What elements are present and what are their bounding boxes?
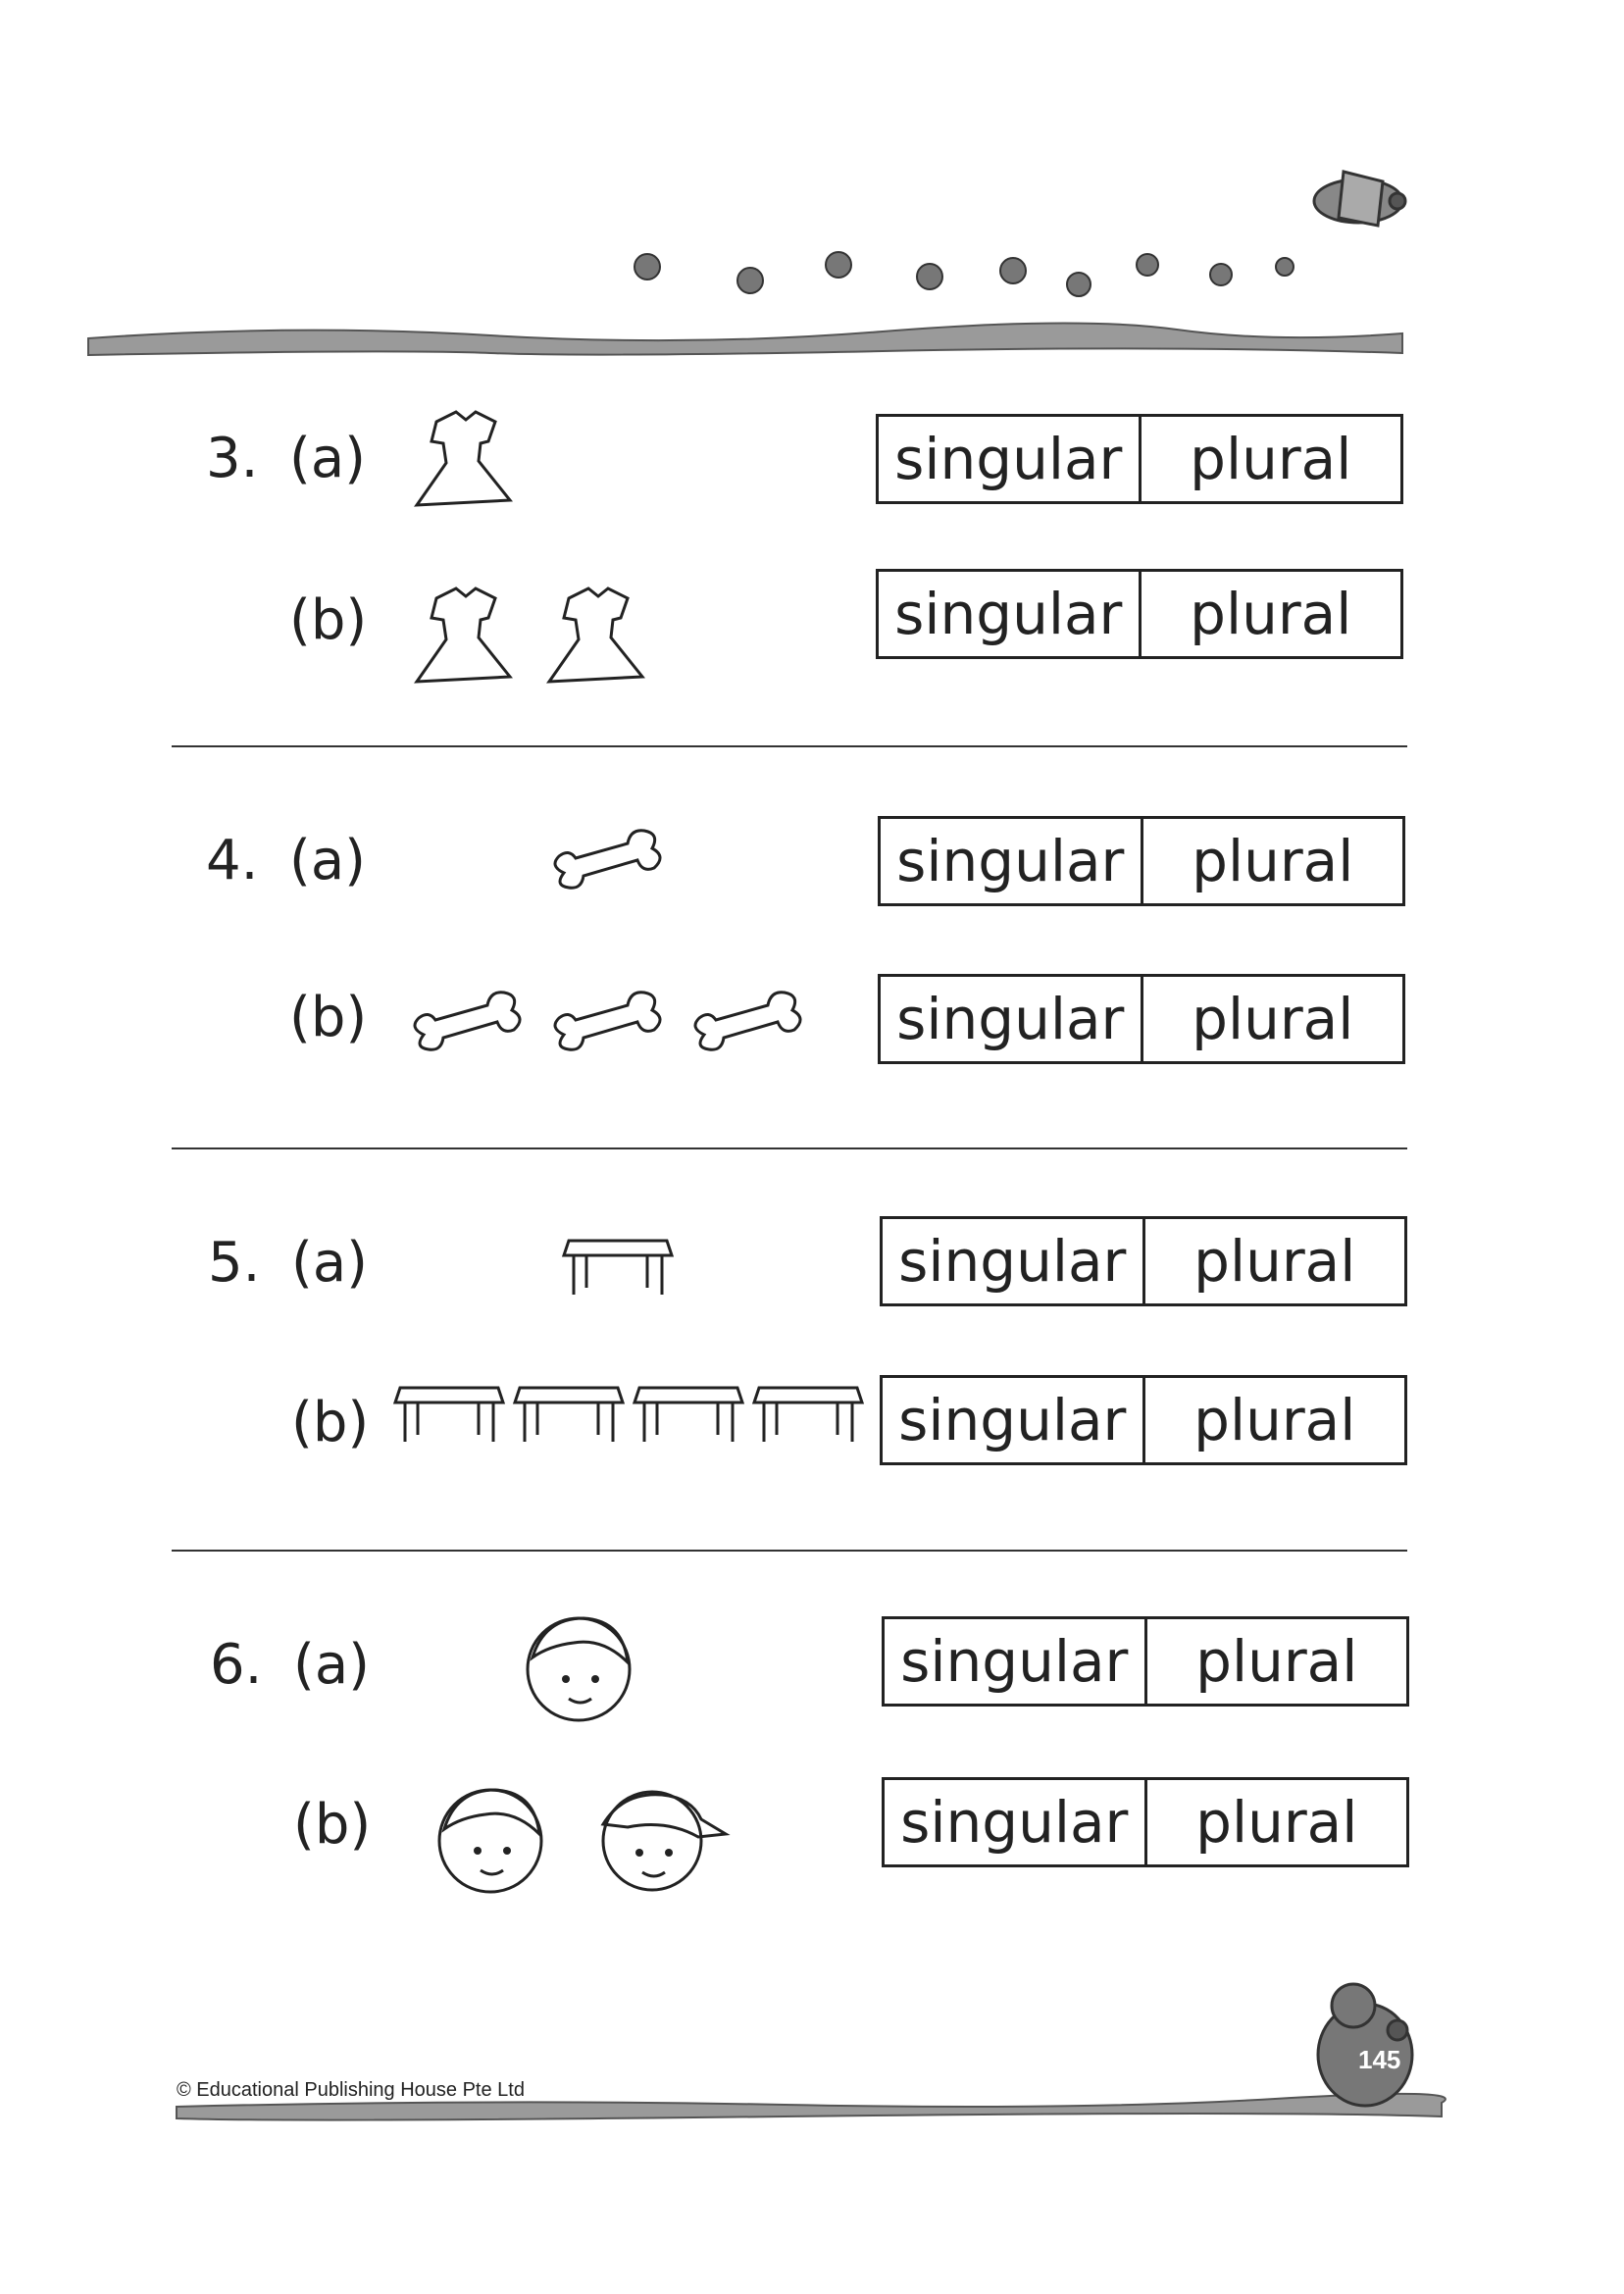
answer-choice[interactable]	[878, 816, 1405, 906]
divider-2	[172, 1147, 1407, 1149]
table-icon	[390, 1378, 508, 1456]
dress-icon	[534, 579, 652, 696]
option-plural[interactable]: plural	[1190, 426, 1352, 492]
part-label: (b)	[291, 1391, 370, 1454]
part-label: (a)	[293, 1633, 371, 1697]
option-plural[interactable]: plural	[1192, 986, 1354, 1052]
option-singular[interactable]: singular	[879, 572, 1142, 656]
page-number: 145	[1358, 2045, 1401, 2074]
bone-icon	[544, 819, 672, 897]
answer-choice[interactable]	[876, 569, 1403, 659]
part-label: (b)	[289, 588, 368, 652]
part-label: (b)	[293, 1793, 372, 1857]
answer-choice[interactable]	[880, 1216, 1407, 1306]
answer-choice[interactable]	[882, 1777, 1409, 1867]
option-singular[interactable]: singular	[883, 1378, 1145, 1462]
option-singular[interactable]: singular	[881, 977, 1143, 1061]
copyright-notice: © Educational Publishing House Pte Ltd	[177, 2079, 525, 2101]
answer-choice[interactable]	[882, 1616, 1409, 1707]
option-plural[interactable]: plural	[1195, 1789, 1358, 1856]
airplane-icon	[1314, 172, 1405, 226]
bone-icon	[685, 981, 812, 1059]
part-label: (a)	[291, 1231, 369, 1295]
option-singular[interactable]: singular	[879, 417, 1142, 501]
option-plural[interactable]: plural	[1190, 581, 1352, 647]
question-number: 3.	[206, 427, 259, 490]
flower-trail-icon	[634, 252, 1294, 296]
part-label: (b)	[289, 986, 368, 1049]
option-plural[interactable]: plural	[1192, 828, 1354, 894]
question-number: 6.	[210, 1633, 263, 1697]
question-number: 4.	[206, 829, 259, 892]
part-label: (a)	[289, 427, 367, 490]
option-singular[interactable]: singular	[881, 819, 1143, 903]
boy-face-icon	[515, 1608, 642, 1726]
answer-choice[interactable]	[878, 974, 1405, 1064]
bone-icon	[404, 981, 532, 1059]
answer-choice[interactable]	[876, 414, 1403, 504]
table-icon	[510, 1378, 628, 1456]
table-icon	[559, 1231, 677, 1309]
option-plural[interactable]: plural	[1195, 1628, 1358, 1695]
part-label: (a)	[289, 829, 367, 892]
dress-icon	[402, 402, 520, 520]
option-singular[interactable]: singular	[883, 1219, 1145, 1303]
option-plural[interactable]: plural	[1193, 1228, 1356, 1295]
divider-3	[172, 1550, 1407, 1552]
boy-face-icon	[427, 1780, 554, 1898]
bone-icon	[544, 981, 672, 1059]
option-plural[interactable]: plural	[1193, 1387, 1356, 1453]
option-singular[interactable]: singular	[885, 1780, 1147, 1864]
dress-icon	[402, 579, 520, 696]
boy-face-icon	[588, 1780, 736, 1898]
table-icon	[630, 1378, 747, 1456]
answer-choice[interactable]	[880, 1375, 1407, 1465]
table-icon	[749, 1378, 867, 1456]
divider-1	[172, 745, 1407, 747]
option-singular[interactable]: singular	[885, 1619, 1147, 1704]
top-border	[88, 323, 1402, 355]
question-number: 5.	[208, 1231, 261, 1295]
